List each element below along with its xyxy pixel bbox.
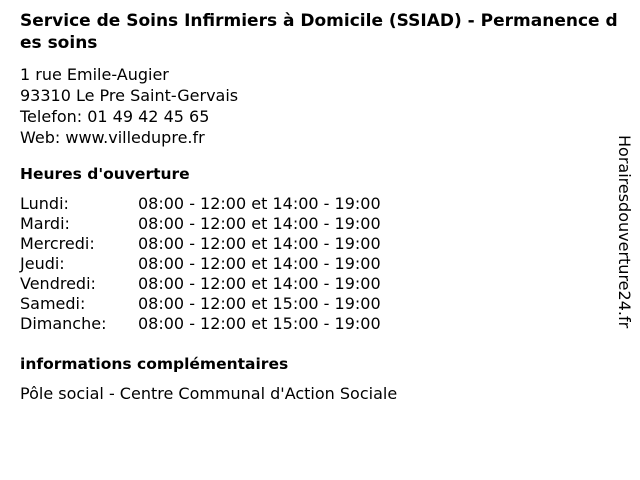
info-heading: informations complémentaires xyxy=(20,355,289,373)
hours-table xyxy=(20,194,381,334)
hours-heading: Heures d'ouverture xyxy=(20,165,190,183)
day-times: 08:00 - 12:00 et 14:00 - 19:00 xyxy=(138,194,381,213)
day-times: 08:00 - 12:00 et 14:00 - 19:00 xyxy=(138,274,381,293)
address-block xyxy=(20,64,238,148)
city-address: 93310 Le Pre Saint-Gervais xyxy=(20,86,239,105)
day-label: Mardi: xyxy=(20,214,70,233)
hours-row xyxy=(20,294,381,314)
day-times: 08:00 - 12:00 et 14:00 - 19:00 xyxy=(138,254,381,273)
hours-row xyxy=(20,194,381,214)
day-times: 08:00 - 12:00 et 14:00 - 19:00 xyxy=(138,234,381,253)
day-label: Vendredi: xyxy=(20,274,96,293)
info-text: Pôle social - Centre Communal d'Action Sociale xyxy=(20,384,398,403)
street-address: 1 rue Emile-Augier xyxy=(20,65,169,84)
day-times: 08:00 - 12:00 et 15:00 - 19:00 xyxy=(138,314,381,333)
hours-row xyxy=(20,274,381,294)
site-watermark: Horairesdouverture24.fr xyxy=(615,135,634,329)
day-label: Jeudi: xyxy=(20,254,65,273)
day-label: Mercredi: xyxy=(20,234,95,253)
day-label: Lundi: xyxy=(20,194,69,213)
website: Web: www.villedupre.fr xyxy=(20,128,205,147)
hours-row xyxy=(20,234,381,254)
day-times: 08:00 - 12:00 et 15:00 - 19:00 xyxy=(138,294,381,313)
day-times: 08:00 - 12:00 et 14:00 - 19:00 xyxy=(138,214,381,233)
hours-row xyxy=(20,254,381,274)
day-label: Dimanche: xyxy=(20,314,107,333)
day-label: Samedi: xyxy=(20,294,86,313)
page-title: Service de Soins Infirmiers à Domicile (SSIAD) - Permanence des soins xyxy=(20,11,618,53)
phone-number: Telefon: 01 49 42 45 65 xyxy=(20,107,210,126)
hours-row xyxy=(20,314,381,334)
hours-row xyxy=(20,214,381,234)
